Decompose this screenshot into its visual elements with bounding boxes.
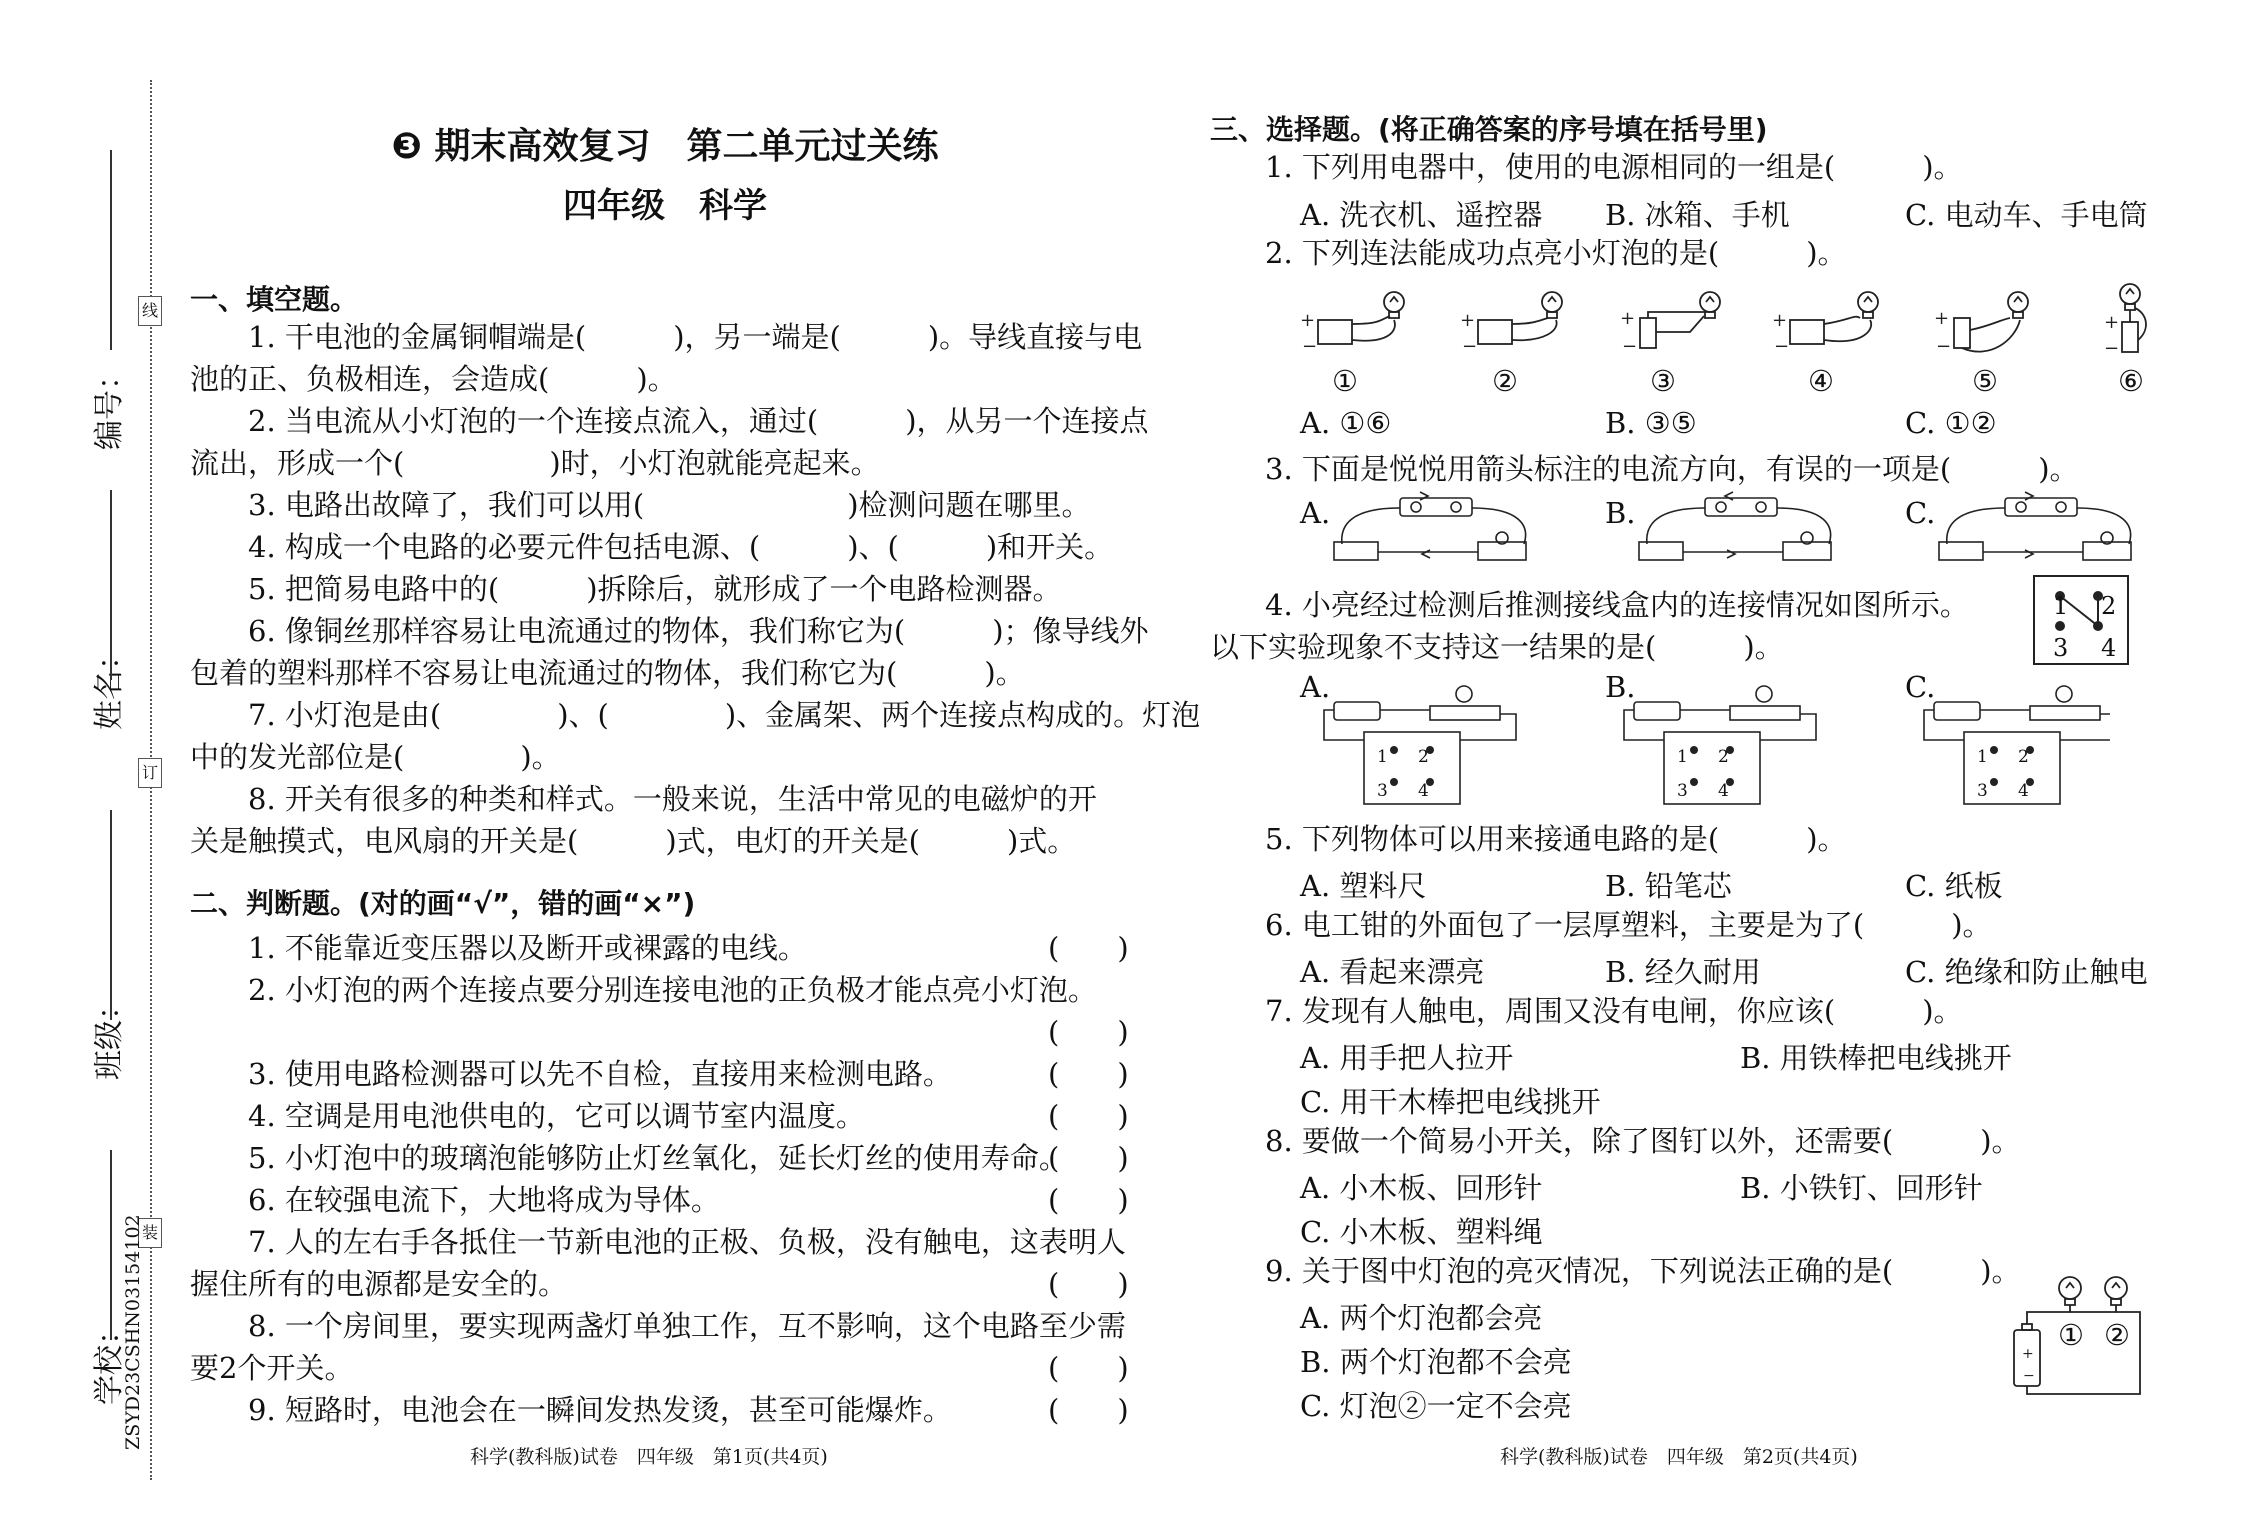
q4b-num-4: 4 [1718,781,1729,801]
q4-num-3: 3 [2053,634,2069,662]
fill-line: 2. 当电流从小灯泡的一个连接点流入，通过( )，从另一个连接点 [190,404,1149,438]
q4-stem-line2: 以下实验现象不支持这一结果的是( )。 [1210,630,1784,664]
q2-label-3: ③ [1650,364,1676,398]
q6-option-a[interactable]: A. 看起来漂亮 [1300,955,1485,989]
q9-stem: 9. 关于图中灯泡的亮灭情况，下列说法正确的是( )。 [1265,1254,2021,1288]
q6-option-b[interactable]: B. 经久耐用 [1605,955,1761,989]
q8-stem: 8. 要做一个简易小开关，除了图钉以外，还需要( )。 [1265,1124,2021,1158]
fill-line: 4. 构成一个电路的必要元件包括电源、( )、( )和开关。 [190,530,1114,564]
q9-label-1: ① [2058,1318,2084,1352]
svg-text:+: + [1620,308,1636,329]
svg-text:+: + [1772,310,1788,331]
page-title: ❸ 期末高效复习 第二单元过关练 [391,126,939,167]
judge-item: 4. 空调是用电池供电的，它可以调节室内温度。 [190,1099,865,1133]
number-blank[interactable] [110,150,112,350]
svg-text:−: − [1774,336,1790,357]
q2-label-2: ② [1492,364,1518,398]
svg-text:−: − [1936,336,1952,357]
q2-option-a[interactable]: A. ①⑥ [1300,406,1392,440]
judge-item: 要2个开关。 [190,1351,354,1385]
q7-option-c[interactable]: C. 用干木棒把电线挑开 [1300,1085,1601,1119]
q6-option-c[interactable]: C. 绝缘和防止触电 [1905,955,2148,989]
q4a-num-3: 3 [1377,781,1388,801]
q2-circuits-figure [1290,280,2160,395]
judge-item: 5. 小灯泡中的玻璃泡能够防止灯丝氧化，延长灯丝的使用寿命。 [190,1141,1068,1175]
page-subtitle: 四年级 科学 [563,186,767,226]
fill-line: 关是触摸式，电风扇的开关是( )式，电灯的开关是( )式。 [190,824,1077,858]
q8-option-a[interactable]: A. 小木板、回形针 [1300,1171,1543,1205]
q9-label-2: ② [2104,1318,2130,1352]
q5-option-b[interactable]: B. 铅笔芯 [1605,869,1732,903]
answer-paren[interactable]: ( ) [1048,931,1129,965]
q4-option-c[interactable]: C. [1905,670,1936,704]
judge-item: 6. 在较强电流下，大地将成为导体。 [190,1183,720,1217]
q5-option-a[interactable]: A. 塑料尺 [1300,869,1427,903]
q7-stem: 7. 发现有人触电，周围又没有电闸，你应该( )。 [1265,994,1963,1028]
q4c-num-3: 3 [1977,781,1988,801]
class-blank[interactable] [110,810,112,1020]
svg-text:−: − [2104,338,2120,359]
judge-item: 1. 不能靠近变压器以及断开或裸露的电线。 [190,931,807,965]
q2-stem: 2. 下列连法能成功点亮小灯泡的是( )。 [1265,236,1847,270]
svg-text:+: + [1460,310,1476,331]
q2-option-b[interactable]: B. ③⑤ [1605,406,1697,440]
q9-option-b[interactable]: B. 两个灯泡都不会亮 [1300,1345,1572,1379]
svg-text:−: − [2023,1368,2035,1384]
q3-current-diagrams [1320,486,2180,566]
answer-paren[interactable]: ( ) [1048,1183,1129,1217]
binding-mark-zhuang: 装 [138,1218,162,1248]
q7-option-b[interactable]: B. 用铁棒把电线挑开 [1740,1041,2012,1075]
q4b-num-2: 2 [1718,747,1729,767]
svg-text:+: + [1934,308,1950,329]
q4-num-4: 4 [2101,634,2117,662]
q4-test-diagrams [1320,670,2110,810]
fill-line: 中的发光部位是( )。 [190,740,561,774]
q9-option-c[interactable]: C. 灯泡②一定不会亮 [1300,1389,1572,1423]
q2-label-4: ④ [1808,364,1834,398]
svg-text:−: − [1622,336,1638,357]
paper-code: ZSYD23CSHN03154102 [122,1214,144,1450]
answer-paren[interactable]: ( ) [1048,1351,1129,1385]
answer-paren[interactable]: ( ) [1048,1015,1129,1049]
q4b-num-1: 1 [1677,747,1688,767]
q3-option-b[interactable]: B. [1605,496,1636,530]
judge-item: 9. 短路时，电池会在一瞬间发热发烫，甚至可能爆炸。 [190,1393,952,1427]
q4c-num-4: 4 [2018,781,2029,801]
fill-line: 包着的塑料那样不容易让电流通过的物体，我们称它为( )。 [190,656,1025,690]
fill-line: 5. 把简易电路中的( )拆除后，就形成了一个电路检测器。 [190,572,1062,606]
q4a-num-4: 4 [1418,781,1429,801]
svg-text:+: + [2022,1346,2034,1362]
fill-line: 6. 像铜丝那样容易让电流通过的物体，我们称它为( )；像导线外 [190,614,1149,648]
q4-stem-line1: 4. 小亮经过检测后推测接线盒内的连接情况如图所示。 [1265,588,1969,622]
fill-line: 池的正、负极相连，会造成( )。 [190,362,677,396]
svg-text:−: − [1462,336,1478,357]
svg-text:−: − [1302,336,1318,357]
binding-mark-xian: 线 [138,296,162,326]
section2-heading: 二、判断题。(对的画“√”，错的画“×”) [190,887,696,920]
footer-right: 科学(教科版)试卷 四年级 第2页(共4页) [1500,1446,1858,1468]
judge-item: 8. 一个房间里，要实现两盏灯单独工作，互不影响，这个电路至少需 [190,1309,1126,1343]
section3-heading: 三、选择题。(将正确答案的序号填在括号里) [1210,113,1768,146]
q8-option-b[interactable]: B. 小铁钉、回形针 [1740,1171,1983,1205]
q4b-num-3: 3 [1677,781,1688,801]
q4a-num-2: 2 [1418,747,1429,767]
judge-item: 2. 小灯泡的两个连接点要分别连接电池的正负极才能点亮小灯泡。 [190,973,1097,1007]
q4-option-a[interactable]: A. [1300,670,1331,704]
q6-stem: 6. 电工钳的外面包了一层厚塑料，主要是为了( )。 [1265,908,1992,942]
answer-paren[interactable]: ( ) [1048,1267,1129,1301]
q2-option-c[interactable]: C. ①② [1905,406,1997,440]
fill-line: 7. 小灯泡是由( )、( )、金属架、两个连接点构成的。灯泡 [190,698,1201,732]
q2-label-6: ⑥ [2118,364,2144,398]
q1-option-c[interactable]: C. 电动车、手电筒 [1905,198,2148,232]
q1-option-b[interactable]: B. 冰箱、手机 [1605,198,1790,232]
q1-stem: 1. 下列用电器中，使用的电源相同的一组是( )。 [1265,150,1963,184]
q2-label-1: ① [1332,364,1358,398]
name-label: 姓名： [92,640,127,730]
judge-item: 握住所有的电源都是安全的。 [190,1267,568,1301]
q4-junction-box [2032,574,2132,666]
q5-stem: 5. 下列物体可以用来接通电路的是( )。 [1265,822,1847,856]
binding-mark-ding: 订 [138,758,162,788]
q4a-num-1: 1 [1377,747,1388,767]
name-blank[interactable] [110,490,112,680]
fill-line: 8. 开关有很多的种类和样式。一般来说，生活中常见的电磁炉的开 [190,782,1097,816]
judge-item: 7. 人的左右手各抵住一节新电池的正极、负极，没有触电，这表明人 [190,1225,1126,1259]
class-label: 班级： [92,990,127,1080]
q4-num-1: 1 [2053,592,2069,620]
school-label: 学校： [92,1315,127,1405]
fill-line: 1. 干电池的金属铜帽端是( )，另一端是( )。导线直接与电 [190,320,1143,354]
q4-option-b[interactable]: B. [1605,670,1636,704]
svg-text:+: + [2104,312,2120,333]
answer-paren[interactable]: ( ) [1048,1099,1129,1133]
q2-label-5: ⑤ [1972,364,1998,398]
q4-num-2: 2 [2101,592,2117,620]
footer-left: 科学(教科版)试卷 四年级 第1页(共4页) [470,1446,828,1468]
q3-stem: 3. 下面是悦悦用箭头标注的电流方向，有误的一项是( )。 [1265,452,2079,486]
q3-option-c[interactable]: C. [1905,496,1936,530]
q7-option-a[interactable]: A. 用手把人拉开 [1300,1041,1514,1075]
answer-paren[interactable]: ( ) [1048,1057,1129,1091]
judge-item: 3. 使用电路检测器可以先不自检，直接用来检测电路。 [190,1057,952,1091]
answer-paren[interactable]: ( ) [1048,1141,1129,1175]
q4c-num-2: 2 [2018,747,2029,767]
q9-option-a[interactable]: A. 两个灯泡都会亮 [1300,1301,1543,1335]
q1-option-a[interactable]: A. 洗衣机、遥控器 [1300,198,1543,232]
q4c-num-1: 1 [1977,747,1988,767]
svg-text:+: + [1300,310,1316,331]
section1-heading: 一、填空题。 [190,283,359,316]
q8-option-c[interactable]: C. 小木板、塑料绳 [1300,1215,1543,1249]
fill-line: 流出，形成一个( )时，小灯泡就能亮起来。 [190,446,880,480]
answer-paren[interactable]: ( ) [1048,1393,1129,1427]
school-blank[interactable] [110,1150,112,1340]
q5-option-c[interactable]: C. 纸板 [1905,869,2003,903]
q3-option-a[interactable]: A. [1300,496,1331,530]
number-label: 编号： [92,360,127,450]
fill-line: 3. 电路出故障了，我们可以用( )检测问题在哪里。 [190,488,1091,522]
